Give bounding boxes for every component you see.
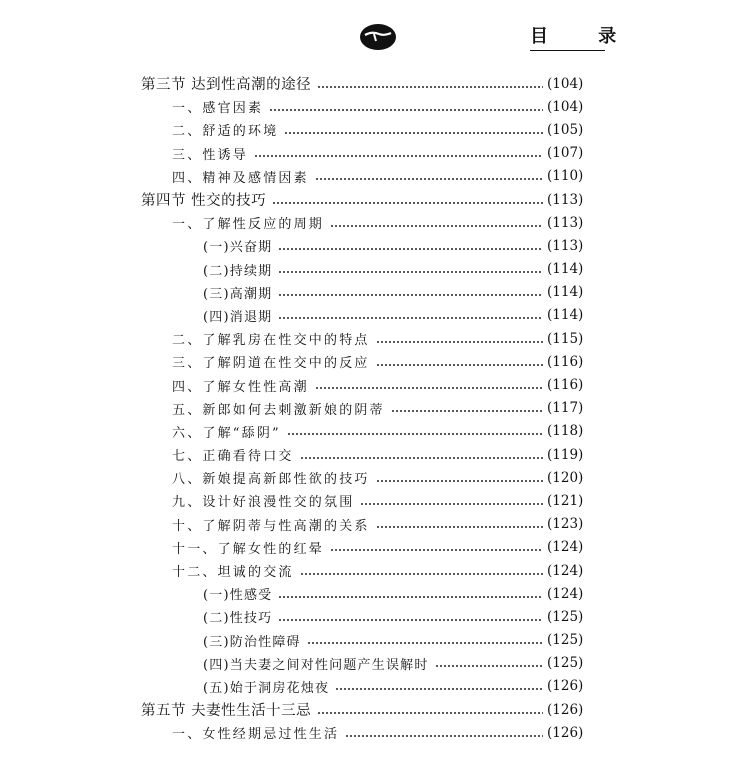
dot-leader	[376, 364, 543, 366]
toc-entry[interactable]	[0, 72, 750, 95]
toc-entry-title: 一、感官因素	[172, 101, 264, 117]
ornament-icon	[358, 22, 398, 52]
toc-entry-page: (126)	[547, 678, 584, 695]
toc-entry-title: 八、新娘提高新郎性欲的技巧	[172, 472, 370, 488]
toc-entry-page: (114)	[547, 261, 584, 278]
toc-entry-page: (117)	[547, 400, 584, 417]
toc-entry-page: (125)	[547, 608, 584, 625]
toc-entry-page: (126)	[547, 701, 584, 718]
dot-leader	[376, 526, 543, 528]
toc-entry-page: (110)	[547, 168, 584, 185]
toc-entry[interactable]	[0, 489, 750, 512]
toc-entry-page: (119)	[547, 446, 584, 463]
toc-entry-page: (126)	[547, 724, 584, 741]
toc-entry-title: 三、性诱导	[172, 147, 249, 163]
dot-leader	[278, 271, 543, 273]
toc-entry-title: (二)性技巧	[203, 611, 273, 627]
toc-entry[interactable]	[0, 234, 750, 257]
toc-entry[interactable]	[0, 721, 750, 744]
toc-entry[interactable]	[0, 142, 750, 165]
toc-entry-title: (一)性感受	[203, 588, 273, 604]
dot-leader	[317, 86, 543, 88]
dot-leader	[278, 248, 543, 250]
dot-leader	[376, 341, 543, 343]
toc-entry-page: (115)	[547, 330, 584, 347]
toc-entry-page: (124)	[547, 539, 584, 556]
toc-entry-page: (123)	[547, 516, 584, 533]
toc-entry[interactable]	[0, 95, 750, 118]
toc-entry[interactable]	[0, 397, 750, 420]
dot-leader	[300, 457, 543, 459]
dot-leader	[317, 712, 543, 714]
toc-entry-page: (120)	[547, 469, 584, 486]
dot-leader	[278, 317, 543, 319]
toc-entry-title: 二、了解乳房在性交中的特点	[172, 333, 370, 349]
dot-leader	[376, 480, 543, 482]
toc-entry[interactable]	[0, 373, 750, 396]
toc-entry-title: (四)消退期	[203, 309, 273, 325]
toc-entry[interactable]	[0, 652, 750, 675]
toc-entry-title: (一)兴奋期	[203, 240, 273, 256]
toc-entry[interactable]	[0, 629, 750, 652]
toc-entry-page: (105)	[547, 121, 584, 138]
toc-entry-page: (104)	[547, 75, 584, 92]
toc-entry[interactable]	[0, 165, 750, 188]
toc-entry-page: (107)	[547, 145, 584, 162]
toc-entry-title: 第三节 达到性高潮的途径	[141, 77, 312, 94]
toc-entry-page: (125)	[547, 632, 584, 649]
toc-entry-title: 四、精神及感情因素	[172, 170, 309, 186]
toc-entry[interactable]	[0, 698, 750, 721]
dot-leader	[284, 132, 543, 134]
dot-leader	[307, 642, 543, 644]
toc-entry[interactable]	[0, 513, 750, 536]
toc-entry[interactable]	[0, 420, 750, 443]
table-of-contents	[0, 72, 750, 744]
dot-leader	[330, 225, 543, 227]
toc-entry-title: 十、了解阴蒂与性高潮的关系	[172, 518, 370, 534]
toc-entry[interactable]	[0, 350, 750, 373]
toc-entry-page: (124)	[547, 585, 584, 602]
dot-leader	[272, 202, 543, 204]
dot-leader	[269, 109, 543, 111]
toc-entry[interactable]	[0, 188, 750, 211]
dot-leader	[345, 735, 543, 737]
toc-entry[interactable]	[0, 582, 750, 605]
toc-entry-title: 一、了解性反应的周期	[172, 217, 325, 233]
toc-entry-page: (116)	[547, 353, 584, 370]
page-header	[0, 0, 750, 60]
toc-entry-title: 十二、坦诚的交流	[172, 565, 294, 581]
toc-entry-page: (113)	[547, 214, 584, 231]
dot-leader	[315, 178, 543, 180]
toc-entry-title: 十一、了解女性的红晕	[172, 541, 325, 557]
toc-entry-title: 三、了解阴道在性交中的反应	[172, 356, 370, 372]
toc-entry[interactable]	[0, 536, 750, 559]
toc-entry[interactable]	[0, 605, 750, 628]
toc-entry-title: 七、正确看待口交	[172, 449, 294, 465]
dot-leader	[315, 387, 543, 389]
toc-entry-page: (116)	[547, 377, 584, 394]
toc-entry-page: (118)	[547, 423, 584, 440]
dot-leader	[278, 294, 543, 296]
toc-entry-page: (104)	[547, 98, 584, 115]
dot-leader	[287, 433, 543, 435]
toc-entry[interactable]	[0, 258, 750, 281]
toc-entry-title: (五)始于洞房花烛夜	[203, 680, 330, 696]
dot-leader	[335, 688, 543, 690]
toc-entry-title: 六、了解“舔阴”	[172, 425, 281, 441]
toc-entry-title: (四)当夫妻之间对性问题产生误解时	[203, 657, 429, 673]
toc-entry-page: (114)	[547, 307, 584, 324]
toc-entry-title: 第五节 夫妻性生活十三忌	[141, 703, 312, 720]
toc-entry[interactable]	[0, 211, 750, 234]
page-title: 目 录	[530, 26, 605, 51]
toc-entry-title: 九、设计好浪漫性交的氛围	[172, 495, 355, 511]
toc-entry-title: 一、女性经期忌过性生活	[172, 727, 340, 743]
toc-entry[interactable]	[0, 304, 750, 327]
dot-leader	[278, 596, 543, 598]
toc-entry-title: 四、了解女性性高潮	[172, 379, 309, 395]
dot-leader	[330, 549, 543, 551]
toc-entry-page: (121)	[547, 492, 584, 509]
dot-leader	[435, 665, 543, 667]
toc-entry[interactable]	[0, 559, 750, 582]
toc-entry-title: (二)持续期	[203, 263, 273, 279]
toc-entry-title: 五、新郎如何去刺激新娘的阴蒂	[172, 402, 385, 418]
dot-leader	[254, 155, 543, 157]
toc-entry[interactable]	[0, 118, 750, 141]
toc-entry-page: (114)	[547, 284, 584, 301]
toc-entry[interactable]	[0, 675, 750, 698]
toc-entry-title: (三)防治性障碍	[203, 634, 301, 650]
toc-entry[interactable]	[0, 281, 750, 304]
toc-entry-title: 第四节 性交的技巧	[141, 193, 267, 210]
toc-entry-title: 二、舒适的环境	[172, 124, 279, 140]
dot-leader	[300, 573, 543, 575]
toc-entry[interactable]	[0, 466, 750, 489]
toc-entry[interactable]	[0, 443, 750, 466]
toc-entry-page: (113)	[547, 191, 584, 208]
dot-leader	[360, 503, 543, 505]
toc-entry-page: (124)	[547, 562, 584, 579]
toc-entry-page: (125)	[547, 655, 584, 672]
toc-entry[interactable]	[0, 327, 750, 350]
toc-entry-title: (三)高潮期	[203, 286, 273, 302]
toc-entry-page: (113)	[547, 237, 584, 254]
dot-leader	[391, 410, 543, 412]
dot-leader	[278, 619, 543, 621]
